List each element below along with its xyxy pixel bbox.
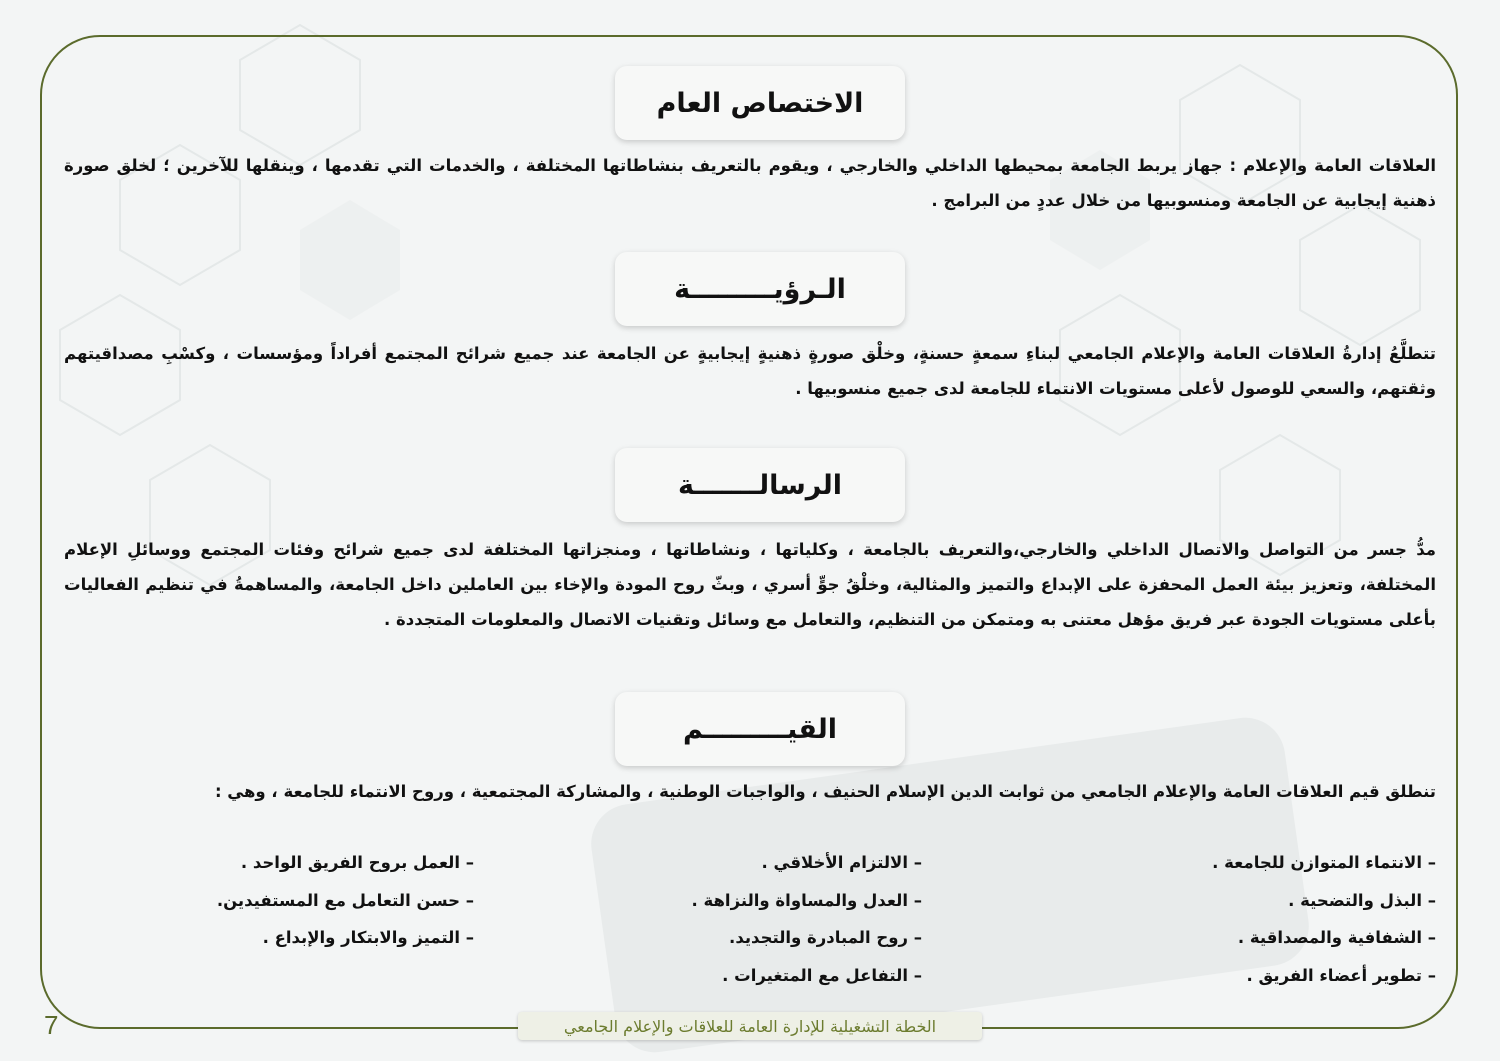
list-item: – العدل والمساواة والنزاهة . bbox=[691, 890, 922, 910]
page-number: 7 bbox=[44, 1010, 59, 1040]
section-heading-specialization: الاختصاص العام bbox=[615, 66, 905, 140]
section-body-mission: مدُّ جسر من التواصل والاتصال الداخلي والخارجي،والتعريف بالجامعة ، وكلياتها ، ونشاطاتها ، ومنجزاتها المختلفة لدى جميع شرائح وفئات المجتمع ووسائلِ الإعلام المختلفة، وتعزيز بيئة العمل المحفزة على الإبداع والتميز والمثالية، وخلْقُ جوٍّ أسري ، وبثّ روح المودة والإخاء بين العاملين داخل الجامعة، والمساهمةُ في تنظيم الفعاليات بأعلى مستويات الجودة عبر فريق مؤهل معتنى به ومتمكن من التنظيم، والتعامل مع وسائل وتقنيات الاتصال والمعلومات المتجددة . bbox=[64, 540, 1436, 629]
values-list-middle bbox=[622, 844, 922, 994]
footer-title: الخطة التشغيلية للإدارة العامة للعلاقات والإعلام الجامعي bbox=[518, 1012, 982, 1040]
list-item: – التميز والابتكار والإبداع . bbox=[262, 928, 474, 947]
values-list-right bbox=[1106, 844, 1436, 994]
list-item: – الالتزام الأخلاقي . bbox=[761, 853, 922, 872]
list-item: – حسن التعامل مع المستفيدين. bbox=[216, 890, 474, 910]
list-item: – العمل بروح الفريق الواحد . bbox=[240, 853, 474, 872]
section-heading-mission: الرسالـــــــة bbox=[615, 448, 905, 522]
list-item: – الانتماء المتوازن للجامعة . bbox=[1212, 853, 1436, 872]
section-heading-values: القيـــــــــم bbox=[615, 692, 905, 766]
list-item: – التفاعل مع المتغيرات . bbox=[722, 965, 922, 985]
section-body-vision: تتطلَّعُ إدارةُ العلاقات العامة والإعلام الجامعي لبناءِ سمعةٍ حسنةٍ، وخلْق صورةٍ ذهنيةٍ إيجابيةٍ عن الجامعة عند جميع شرائح المجتمع أفراداً ومؤسسات ، وكسْبِ مصداقيتهم وثقتهم، والسعي للوصول لأعلى مستويات الانتماء للجامعة لدى جميع منسوبيها . bbox=[64, 344, 1436, 398]
list-item: – تطوير أعضاء الفريق . bbox=[1246, 965, 1436, 985]
section-body-specialization: العلاقات العامة والإعلام : جهاز يربط الجامعة بمحيطها الداخلي والخارجي ، ويقوم بالتعريف بنشاطاتها المختلفة ، والخدمات التي تقدمها ، وينقلها للآخرين ؛ لخلق صورة ذهنية إيجابية عن الجامعة ومنسوبيها من خلال عددٍ من البرامج . bbox=[64, 156, 1436, 210]
section-body-values: تنطلق قيم العلاقات العامة والإعلام الجامعي من ثوابت الدين الإسلام الحنيف ، والواجبات الوطنية ، والمشاركة المجتمعية ، وروح الانتماء للجامعة ، وهي : bbox=[214, 782, 1436, 801]
list-item: – الشفافية والمصداقية . bbox=[1237, 928, 1436, 947]
section-heading-vision: الـرؤيـــــــــة bbox=[615, 252, 905, 326]
list-item: – روح المبادرة والتجديد. bbox=[729, 928, 922, 947]
list-item: – البذل والتضحية . bbox=[1288, 890, 1436, 910]
values-list-left bbox=[174, 844, 474, 957]
